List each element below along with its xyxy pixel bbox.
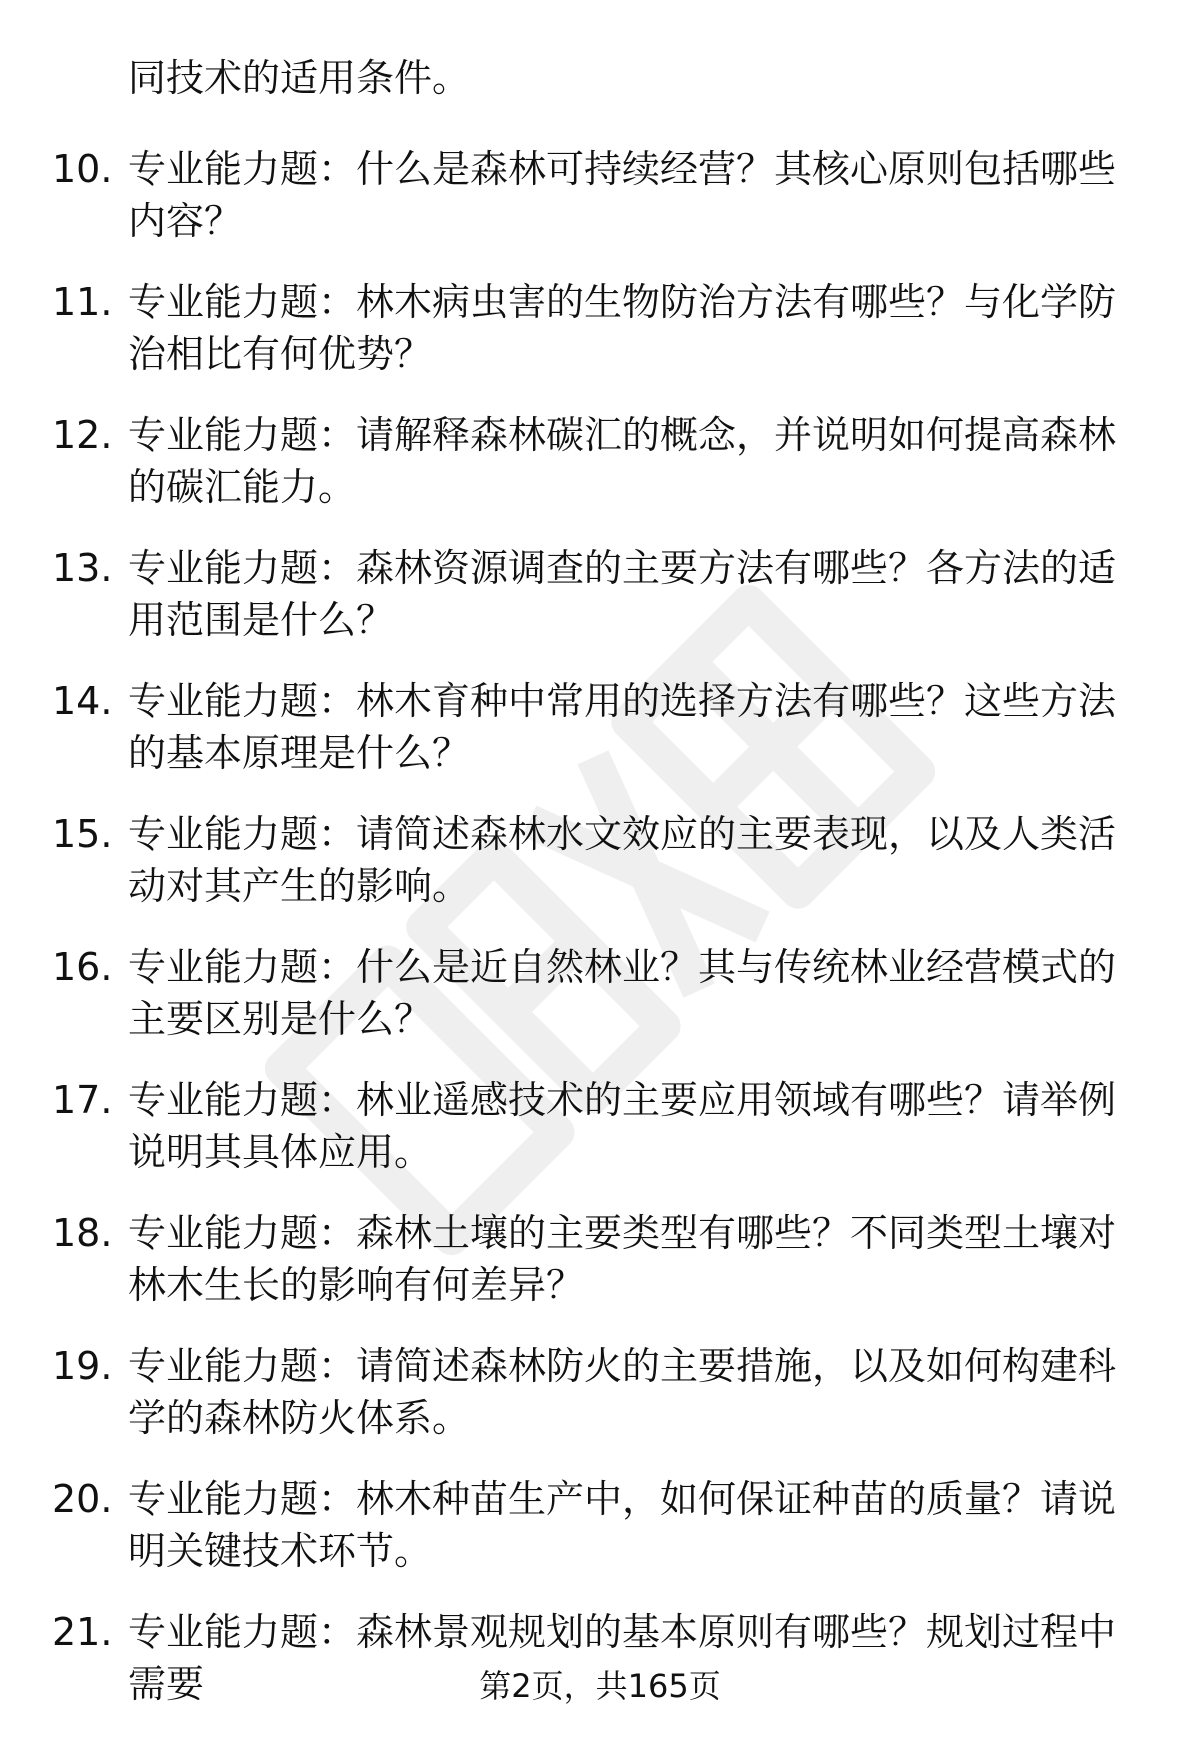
continuation-text: 同技术的适用条件。 — [128, 56, 471, 100]
question-number: 11. — [52, 280, 113, 324]
question-item — [0, 1340, 1200, 1473]
question-text: 专业能力题：林木病虫害的生物防治方法有哪些？与化学防治相比有何优势？ — [128, 280, 1117, 376]
question-text: 专业能力题：森林景观规划的基本原则有哪些？规划过程中需要 — [128, 1610, 1117, 1706]
page-number: 第2页，共165页 — [479, 1667, 721, 1705]
question-item — [0, 675, 1200, 808]
question-text: 专业能力题：林木育种中常用的选择方法有哪些？这些方法的基本原理是什么？ — [128, 679, 1117, 775]
question-item — [0, 808, 1200, 941]
question-text: 专业能力题：请简述森林防火的主要措施，以及如何构建科学的森林防火体系。 — [128, 1344, 1117, 1440]
question-text: 专业能力题：请简述森林水文效应的主要表现，以及人类活动对其产生的影响。 — [128, 812, 1117, 908]
question-number: 10. — [52, 147, 113, 191]
question-text: 专业能力题：森林资源调查的主要方法有哪些？各方法的适用范围是什么？ — [128, 546, 1117, 642]
question-number: 14. — [52, 679, 113, 723]
question-number: 12. — [52, 413, 113, 457]
question-number: 17. — [52, 1078, 113, 1122]
question-number: 18. — [52, 1211, 113, 1255]
question-item — [0, 409, 1200, 542]
question-number: 13. — [52, 546, 113, 590]
question-number: 16. — [52, 945, 113, 989]
question-text: 专业能力题：什么是森林可持续经营？其核心原则包括哪些内容？ — [128, 147, 1117, 243]
question-item — [0, 941, 1200, 1074]
question-item — [0, 143, 1200, 276]
question-item — [0, 1473, 1200, 1606]
question-number: 15. — [52, 812, 113, 856]
question-item — [0, 542, 1200, 675]
question-number: 20. — [52, 1477, 113, 1521]
question-item — [0, 1074, 1200, 1207]
question-text: 专业能力题：林木种苗生产中，如何保证种苗的质量？请说明关键技术环节。 — [128, 1477, 1117, 1573]
question-list — [0, 143, 1200, 1739]
question-item — [0, 276, 1200, 409]
question-item — [0, 1207, 1200, 1340]
question-number: 19. — [52, 1344, 113, 1388]
question-text: 专业能力题：林业遥感技术的主要应用领域有哪些？请举例说明其具体应用。 — [128, 1078, 1117, 1174]
question-text: 专业能力题：请解释森林碳汇的概念，并说明如何提高森林的碳汇能力。 — [128, 413, 1117, 509]
question-text: 专业能力题：什么是近自然林业？其与传统林业经营模式的主要区别是什么？ — [128, 945, 1117, 1041]
question-number: 21. — [52, 1610, 113, 1654]
question-text: 专业能力题：森林土壤的主要类型有哪些？不同类型土壤对林木生长的影响有何差异？ — [128, 1211, 1117, 1307]
